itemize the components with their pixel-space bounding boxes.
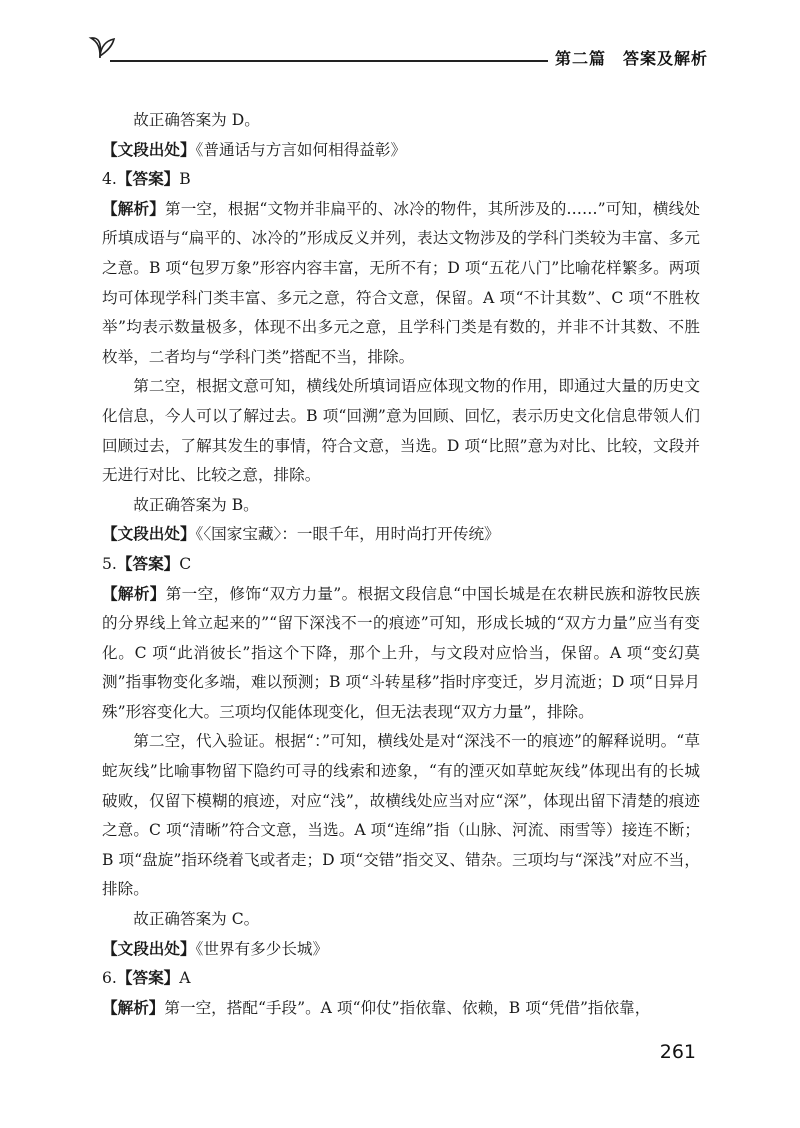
paragraph <box>102 372 700 490</box>
paragraph <box>102 195 700 373</box>
paragraph <box>102 165 700 195</box>
paragraph <box>102 935 700 965</box>
bracket-label: 【解析】 <box>102 998 165 1017</box>
paragraph-text: 第二空，根据文意可知，横线处所填词语应体现文物的作用，即通过大量的历史文化信息，今人可以了解过去。B 项“回溯”意为回顾、回忆，表示历史文化信息带领人们回顾过去，了解其发生的事情，符合文意，当选。D 项“比照”意为对比、比较，文段并无进行对比、比较之意，排除。 <box>102 377 700 485</box>
bracket-label: 【文段出处】 <box>102 140 196 159</box>
paragraph-text: 《〈国家宝藏〉：一眼千年，用时尚打开传统》 <box>195 525 500 544</box>
paragraph <box>102 964 700 994</box>
section-title: 第二篇 答案及解析 <box>554 49 708 68</box>
paragraph-text: 《世界有多少长城》 <box>195 939 329 958</box>
paragraph-text: 第一空，修饰“双方力量”。根据文段信息“中国长城是在农耕民族和游牧民族的分界线上耸立起来的”“留下深浅不一的痕迹”可知，形成长城的“双方力量”应当有变化。C 项“此消彼长”指这个下降，那个上升，与文段对应恰当，保留。A 项“变幻莫测”指事物变化多端，难以预测；B 项“斗转星移”指时序变迁，岁月流逝；D 项“日异月殊”形容变化大。三项均仅能体现变化，但无法表现“双方力量”，排除。 <box>102 584 700 721</box>
paragraph <box>102 136 700 166</box>
paragraph-text: 故正确答案为 B。 <box>133 495 259 514</box>
answer-explanation-body <box>102 106 700 1023</box>
paragraph-text: 第二空，代入验证。根据“：”可知，横线处是对“深浅不一的痕迹”的解释说明。“草蛇灰线”比喻事物留下隐约可寻的线索和迹象，“有的湮灭如草蛇灰线”体现出有的长城破败，仅留下模糊的痕迹，对应“浅”，故横线处应当对应“深”，体现出留下清楚的痕迹之意。C 项“清晰”符合文意，当选。A 项“连绵”指（山脉、河流、雨雪等）接连不断；B 项“盘旋”指环绕着飞或者走；D 项“交错”指交叉、错杂。三项均与“深浅”对应不当，排除。 <box>102 732 700 899</box>
bracket-label: 【文段出处】 <box>102 939 196 958</box>
paragraph-text: 第一空，根据“文物并非扁平的、冰冷的物件，其所涉及的……”可知，横线处所填成语与“扁平的、冰冷的”形成反义并列，表达文物涉及的学科门类较为丰富、多元之意。B 项“包罗万象”形容内容丰富，无所不有；D 项“五花八门”比喻花样繁多。两项均可体现学科门类丰富、多元之意，符合文意，保留。A 项“不计其数”、C 项“不胜枚举”均表示数量极多，体现不出多元之意，且学科门类是有数的，并非不计其数、不胜枚举，二者均与“学科门类”搭配不当，排除。 <box>102 199 700 366</box>
bracket-label: 【解析】 <box>102 584 166 603</box>
paragraph-text: A <box>179 969 191 988</box>
running-header <box>88 30 708 70</box>
bracket-label: 【解析】 <box>102 199 165 218</box>
bracket-label: 【文段出处】 <box>102 525 196 544</box>
paragraph <box>102 106 700 136</box>
header-rule <box>110 60 548 62</box>
paragraph <box>102 580 700 728</box>
paragraph-text: 第一空，搭配“手段”。A 项“仰仗”指依靠、依赖，B 项“凭借”指依靠， <box>164 998 651 1017</box>
paragraph-text: 5. <box>102 554 117 573</box>
paragraph-text: 《普通话与方言如何相得益彰》 <box>195 140 407 159</box>
paragraph-text: B <box>179 170 191 189</box>
bracket-label: 【答案】 <box>116 969 180 988</box>
paragraph-text: 故正确答案为 C。 <box>133 910 260 929</box>
bracket-label: 【答案】 <box>116 170 180 189</box>
paragraph-text: 6. <box>102 969 117 988</box>
paragraph <box>102 905 700 935</box>
bracket-label: 【答案】 <box>116 554 180 573</box>
paragraph-text: 故正确答案为 D。 <box>133 111 260 129</box>
paragraph-text: 4. <box>102 170 117 189</box>
paragraph <box>102 727 700 905</box>
page-number: 261 <box>659 1041 696 1063</box>
leaf-sprout-icon <box>88 32 122 58</box>
paragraph-text: C <box>179 554 192 573</box>
paragraph <box>102 520 700 550</box>
paragraph <box>102 491 700 521</box>
paragraph <box>102 550 700 580</box>
paragraph <box>102 994 700 1024</box>
